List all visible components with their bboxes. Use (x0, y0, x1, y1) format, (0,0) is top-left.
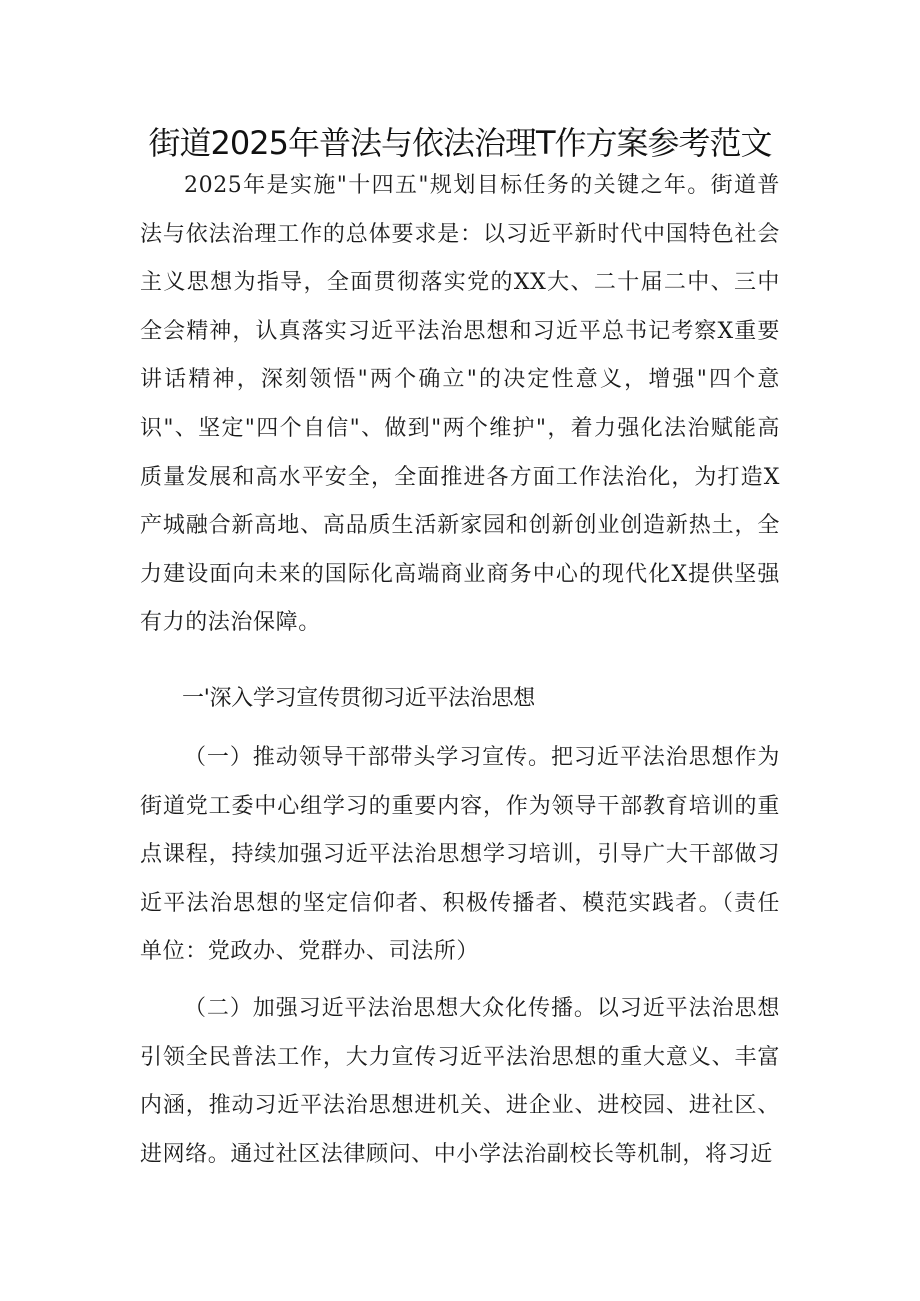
section-item-2: （二）加强习近平法治思想大众化传播。以习近平法治思想引领全民普法工作，大力宣传习近平法治思想的重大意义、丰富内涵，推动习近平法治思想进机关、进企业、进校园、进社区、进网络。通过社区法律顾问、中小学法治副校长等机制，将习近 (140, 996, 780, 1167)
document-title: 街道2025年普法与依法治理T作方案参考范文 (148, 124, 772, 162)
section-item-1: （一）推动领导干部带头学习宣传。把习近平法治思想作为街道党工委中心组学习的重要内容，作为领导干部教育培训的重点课程，持续加强习近平法治思想学习培训，引导广大干部做习近平法治思想的坚定信仰者、积极传播者、模范实践者。（责任单位：党政办、党群办、司法所） (140, 745, 780, 965)
intro-paragraph: 2025年是实施"十四五"规划目标任务的关键之年。街道普法与依法治理工作的总体要求是：以习近平新时代中国特色社会主义思想为指导，全面贯彻落实党的XX大、二十届二中、三中全会精神，认真落实习近平法治思想和习近平总书记考察X重要讲话精神，深刻领悟"两个确立"的决定性意义，增强"四个意识"、坚定"四个自信"、做到"两个维护"，着力强化法治赋能高质量发展和高水平安全，全面推进各方面工作法治化，为打造X产城融合新高地、高品质生活新家园和创新创业创造新热土，全力建设面向未来的国际化高端商业商务中心的现代化X提供坚强有力的法治保障。 (140, 173, 780, 636)
section-heading: 一'深入学习宣传贯彻习近平法治思想 (182, 686, 535, 711)
